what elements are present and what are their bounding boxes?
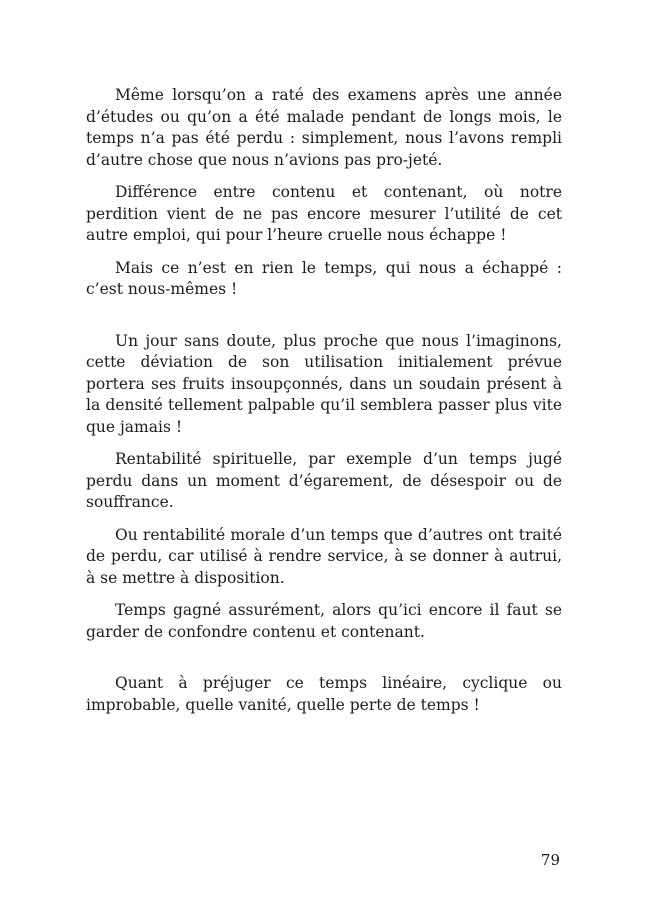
page-number: 79 — [540, 851, 560, 869]
paragraph: Rentabilité spirituelle, par exemple d’un temps jugé perdu dans un moment d’égarement, de désespoir ou de souffrance. — [86, 450, 562, 511]
paragraph: Un jour sans doute, plus proche que nous l’imaginons, cette déviation de son utilisation initialement prévue portera ses fruits insoupçonnés, dans un soudain présent à la densité tellement palpable qu’il semblera passer plus vite que jamais ! — [86, 331, 562, 436]
paragraph: Temps gagné assurément, alors qu’ici encore il faut se garder de confondre contenu et contenant. — [86, 601, 562, 641]
paragraph: Différence entre contenu et contenant, où notre perdition vient de ne pas encore mesurer l’utilité de cet autre emploi, qui pour l’heure cruelle nous échappe ! — [86, 183, 562, 244]
body-text — [86, 85, 562, 727]
paragraph: Mais ce n’est en rien le temps, qui nous a échappé : c’est nous-mêmes ! — [86, 258, 562, 298]
paragraph: Quant à préjuger ce temps linéaire, cyclique ou improbable, quelle vanité, quelle perte de temps ! — [86, 674, 562, 714]
paragraph: Même lorsqu’on a raté des examens après une année d’études ou qu’on a été malade pendant de longs mois, le temps n’a pas été perdu : simplement, nous l’avons rempli d’autre chose que nous n’avions pas pro-jeté. — [86, 86, 562, 169]
paragraph: Ou rentabilité morale d’un temps que d’autres ont traité de perdu, car utilisé à rendre service, à se donner à autrui, à se mettre à disposition. — [86, 525, 562, 587]
